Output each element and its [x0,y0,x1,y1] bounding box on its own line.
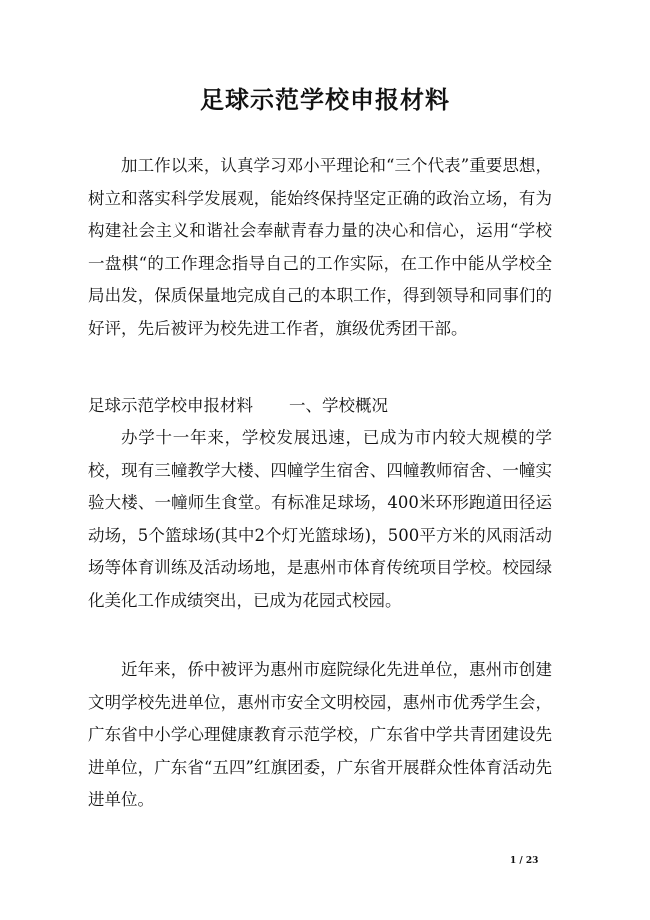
section-heading-school-overview: 一、学校概况 [289,396,388,415]
page-number: 1 / 23 [510,856,539,866]
section-heading-line [88,390,552,423]
paragraph-school-honors: 近年来，侨中被评为惠州市庭院绿化先进单位，惠州市创建文明学校先进单位，惠州市安全文明校园，惠州市优秀学生会，广东省中小学心理健康教育示范学校，广东省中学共青团建设先进单位，广东省“五四”红旗团委，广东省开展群众性体育活动先进单位。 [88,660,552,809]
document-title: 足球示范学校申报材料 [200,85,450,114]
paragraph-school-facilities: 办学十一年来，学校发展迅速，已成为市内较大规模的学校，现有三幢教学大楼、四幢学生宿舍、四幢教师宿舍、一幢实验大楼、一幢师生食堂。有标准足球场，400米环形跑道田径运动场，5个篮球场(其中2个灯光篮球场)，500平方米的风雨活动场等体育训练及活动场地，是惠州市体育传统项目学校。校园绿化美化工作成绩突出，已成为花园式校园。 [88,428,552,610]
paragraph-work-summary: 加工作以来，认真学习邓小平理论和“三个代表”重要思想，树立和落实科学发展观，能始终保持坚定正确的政治立场，有为构建社会主义和谐社会奉献青春力量的决心和信心，运用“学校一盘棋“的工作理念指导自己的工作实际，在工作中能从学校全局出发，保质保量地完成自己的本职工作，得到领导和同事们的好评，先后被评为校先进工作者，旗级优秀团干部。 [88,156,552,338]
section-line-doc-name: 足球示范学校申报材料 [88,396,253,415]
